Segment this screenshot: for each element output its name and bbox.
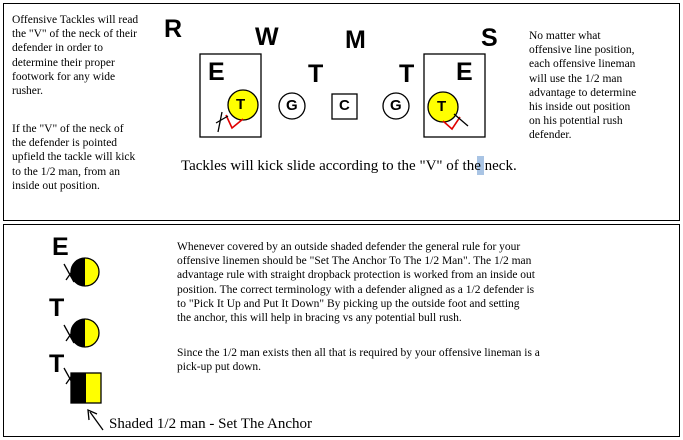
- right-tackle-label: T: [437, 98, 447, 115]
- defender-t-left-label: T: [308, 60, 324, 88]
- defender-r-label: R: [164, 15, 183, 43]
- defender-s-label: S: [481, 24, 498, 52]
- bottom-end-label: E: [52, 233, 69, 261]
- left-tackle-label: T: [236, 96, 246, 113]
- right-text-paragraph: No matter what offensive line position, each offensive lineman will use the 1/2 man advantage to determine his inside out position on his potential rush defender.: [529, 30, 637, 142]
- bottom-caption: Shaded 1/2 man - Set The Anchor: [109, 416, 313, 432]
- defender-e-left-label: E: [208, 58, 225, 86]
- pointer-arrow-line: [90, 412, 103, 430]
- bottom-paragraph-1: Whenever covered by an outside shaded defender the general rule for your offensive linemen should be "Set The Anchor To The 1/2 Man". The 1/2 man advantage rule with straight dropback protection is worked from an inside out position. The correct terminology with a defender aligned as a 1/2 defender is to "Pick It Up and Put It Down" By picking up the outside foot and setting the anchor, this will help in bracing vs any potential bull rush.: [177, 241, 535, 325]
- bottom-tackle-2-label: T: [49, 350, 65, 378]
- shaded-defender-2-dark-half: [71, 319, 85, 347]
- bottom-tackle-1-label: T: [49, 294, 65, 322]
- left-guard-label: G: [286, 97, 298, 114]
- defender-m-label: M: [345, 26, 366, 54]
- shaded-square-dark-half: [71, 373, 86, 403]
- defender-e-right-label: E: [456, 58, 473, 86]
- defender-t-right-label: T: [399, 60, 415, 88]
- top-caption-start: Tackles will kick slide according to the "V" of: [181, 158, 459, 174]
- top-caption-end: he neck.: [466, 158, 517, 174]
- bottom-paragraph-2: Since the 1/2 man exists then all that is required by your offensive lineman is a pick-up put down.: [177, 347, 540, 374]
- left-text-paragraph-2: If the "V" of the neck of the defender is pointed upfield the tackle will kick to the 1/2 man, from an inside out position.: [12, 123, 136, 192]
- center-label: C: [339, 97, 350, 114]
- defender-w-label: W: [255, 23, 279, 51]
- left-text-paragraph-1: Offensive Tackles will read the "V" of the neck of their defender in order to determine their proper footwork for any wide rusher.: [12, 14, 139, 98]
- top-caption-highlight: t: [458, 158, 467, 174]
- right-guard-label: G: [390, 97, 402, 114]
- shaded-defender-1-dark-half: [71, 258, 85, 286]
